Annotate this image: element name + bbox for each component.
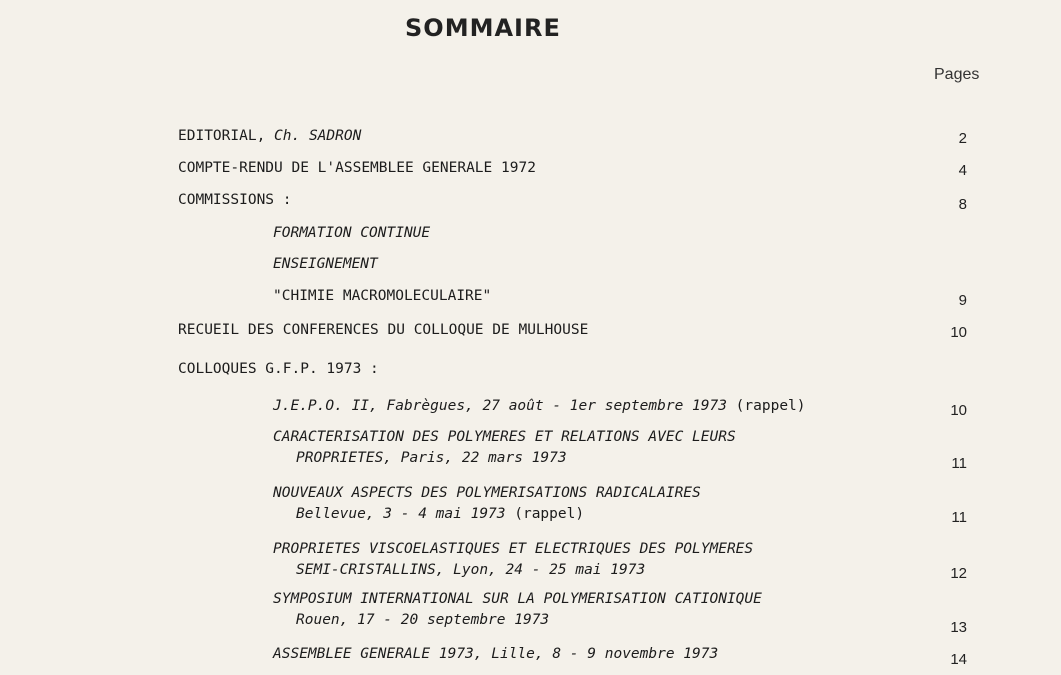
toc-page-number: 8 bbox=[958, 196, 967, 213]
toc-entry-text: EDITORIAL, bbox=[178, 128, 275, 144]
toc-entry-editorial bbox=[178, 128, 361, 144]
toc-page-number: 11 bbox=[951, 455, 967, 472]
toc-subentry-radicalaires-cont bbox=[296, 506, 584, 522]
toc-subentry-jepo bbox=[273, 398, 806, 414]
toc-page-number: 13 bbox=[950, 619, 967, 636]
toc-subentry-caracterisation-cont: PROPRIETES, Paris, 22 mars 1973 bbox=[296, 450, 567, 466]
toc-entry-recueil: RECUEIL DES CONFERENCES DU COLLOQUE DE MULHOUSE bbox=[178, 322, 589, 338]
pages-column-header: Pages bbox=[934, 66, 980, 83]
toc-entry-text: Bellevue, 3 - 4 mai 1973 bbox=[296, 506, 506, 522]
toc-page-number: 9 bbox=[958, 292, 967, 309]
toc-page-number: 2 bbox=[958, 130, 967, 147]
toc-entry-note: (rappel) bbox=[726, 398, 806, 414]
toc-entry-text: J.E.P.O. II, Fabrègues, 27 août - 1er septembre 1973 bbox=[273, 398, 727, 414]
page-title: SOMMAIRE bbox=[405, 14, 561, 42]
toc-page-number: 11 bbox=[951, 509, 967, 526]
toc-page-number: 4 bbox=[958, 162, 967, 179]
toc-subentry-viscoelastiques: PROPRIETES VISCOELASTIQUES ET ELECTRIQUES DES POLYMERES bbox=[273, 541, 754, 557]
toc-page-number: 10 bbox=[950, 324, 967, 341]
toc-entry-commissions: COMMISSIONS : bbox=[178, 192, 292, 208]
toc-subentry-enseignement: ENSEIGNEMENT bbox=[273, 256, 378, 272]
toc-subentry-assemblee-1973: ASSEMBLEE GENERALE 1973, Lille, 8 - 9 novembre 1973 bbox=[273, 646, 719, 662]
toc-entry-note: (rappel) bbox=[505, 506, 585, 522]
toc-subentry-radicalaires: NOUVEAUX ASPECTS DES POLYMERISATIONS RADICALAIRES bbox=[273, 485, 701, 501]
toc-page-number: 14 bbox=[950, 651, 967, 668]
toc-subentry-symposium-cont: Rouen, 17 - 20 septembre 1973 bbox=[296, 612, 550, 628]
toc-entry-colloques: COLLOQUES G.F.P. 1973 : bbox=[178, 361, 379, 377]
toc-subentry-chimie: "CHIMIE MACROMOLECULAIRE" bbox=[273, 288, 492, 304]
toc-entry-author: Ch. SADRON bbox=[274, 128, 362, 144]
toc-subentry-formation: FORMATION CONTINUE bbox=[273, 225, 431, 241]
toc-page-number: 10 bbox=[950, 402, 967, 419]
toc-subentry-viscoelastiques-cont: SEMI-CRISTALLINS, Lyon, 24 - 25 mai 1973 bbox=[296, 562, 646, 578]
toc-subentry-caracterisation: CARACTERISATION DES POLYMERES ET RELATIONS AVEC LEURS bbox=[273, 429, 736, 445]
toc-entry-assemblee-1972: COMPTE-RENDU DE L'ASSEMBLEE GENERALE 1972 bbox=[178, 160, 536, 176]
toc-subentry-symposium: SYMPOSIUM INTERNATIONAL SUR LA POLYMERISATION CATIONIQUE bbox=[273, 591, 762, 607]
toc-page-number: 12 bbox=[950, 565, 967, 582]
